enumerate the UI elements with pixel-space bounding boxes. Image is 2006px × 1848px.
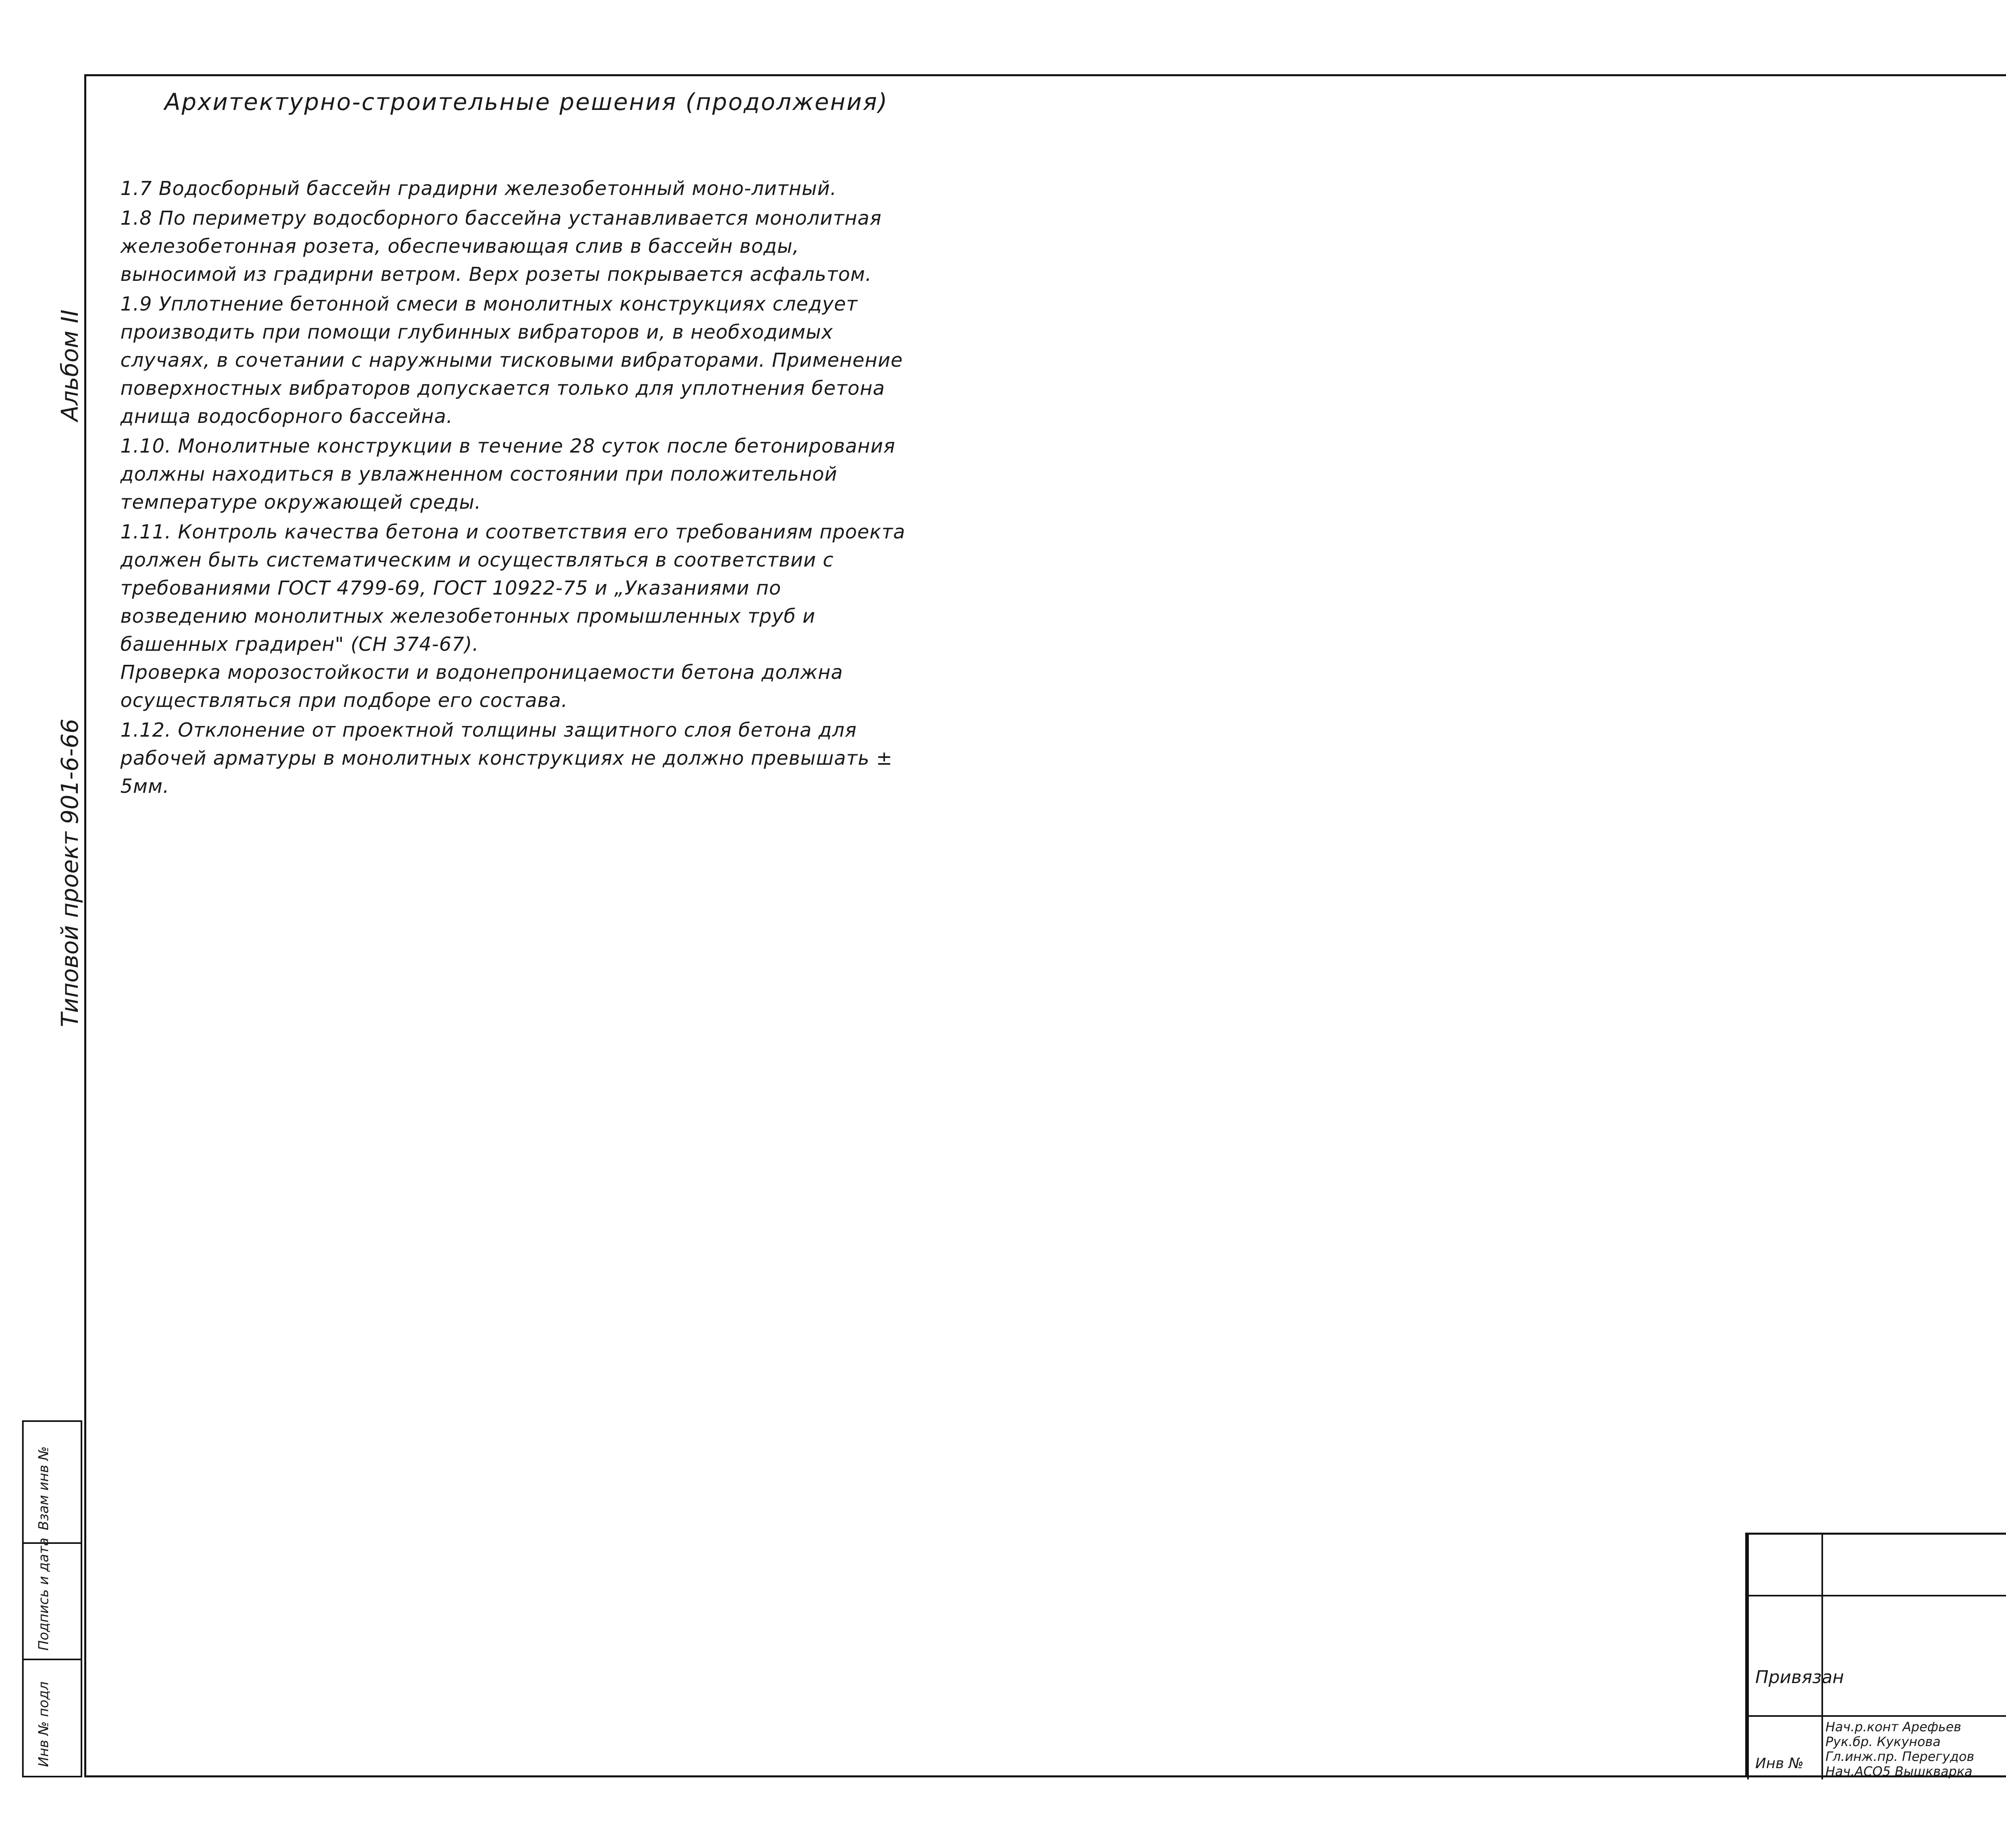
inv-label: Инв № xyxy=(1755,1755,1804,1772)
role-row: Нач.р.конт Арефьев xyxy=(1825,1719,1961,1734)
paragraph: 1.11. Контроль качества бетона и соответствия его требованиям проекта должен быть систематическим и осуществляться в соответствии с требованиями ГОСТ 4799-69, ГОСТ 10922-75 и „Указаниями по возведению монолитных железобетонных промышленных труб и башенных градирен" (СН 374-67). Проверка морозостойкости и водонепроницаемости бетона должна осуществляться при подборе его состава. xyxy=(120,521,906,712)
paragraph: 1.7 Водосборный бассейн градирни железобетонный моно-литный. xyxy=(120,177,837,200)
role-row: Рук.бр. Кукунова xyxy=(1825,1734,1941,1749)
stamp-label-date: Подпись и дата xyxy=(36,1537,52,1651)
binding-label: Привязан xyxy=(1755,1667,1844,1688)
side-stamp xyxy=(22,1420,82,1777)
document-title: Архитектурно-строительные решения (продолжения) xyxy=(164,88,889,116)
paragraph: 1.12. Отклонение от проектной толщины защитного слоя бетона для рабочей арматуры в монолитных конструкциях не должно превышать ± 5мм. xyxy=(120,719,899,798)
stamp-divider xyxy=(24,1542,81,1544)
role-row: Гл.инж.пр. Перегудов xyxy=(1825,1749,1974,1764)
paragraph: 1.8 По периметру водосборного бассейна устанавливается монолитная железобетонная розета, обеспечивающая слив в бассейн воды, выносимой из градирни ветром. Верх розеты покрывается асфальтом. xyxy=(120,207,888,286)
stamp-label-sign: Взам инв № xyxy=(36,1446,52,1530)
side-project-label: Типовой проект 901-6-66 xyxy=(56,719,83,1027)
paragraph: 1.10. Монолитные конструкции в течение 28 суток после бетонирования должны находиться в увлажненном состоянии при положительной температуре окружающей среды. xyxy=(120,435,902,514)
role-row: Нач.АСО5 Вышкварка xyxy=(1825,1764,1973,1779)
stamp-label-inv: Инв № подл xyxy=(36,1681,52,1767)
stamp-divider xyxy=(24,1659,81,1660)
text-column-left xyxy=(120,175,915,802)
title-block xyxy=(1745,1533,2006,1777)
side-album-label: Альбом II xyxy=(56,309,83,421)
paragraph: 1.9 Уплотнение бетонной смеси в монолитных конструкциях следует производить при помощи глубинных вибраторов и, в необходимых случаях, в сочетании с наружными тисковыми вибраторами. Применение поверхностных вибраторов допускается только для уплотнения бетона днища водосборного бассейна. xyxy=(120,293,910,428)
